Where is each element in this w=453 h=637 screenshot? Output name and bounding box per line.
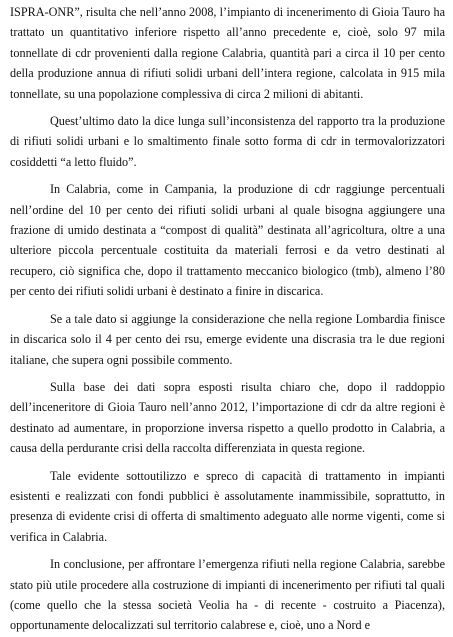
paragraph-4: Se a tale dato si aggiunge la considerazione che nella regione Lombardia finisce in discarica solo il 4 per cento dei rsu, emerge evidente una discrasia tra le due regioni italiane, che supera ogni possibile commento.: [10, 311, 445, 367]
paragraph-2: Quest’ultimo dato la dice lunga sull’inconsistenza del rapporto tra la produzione di rifiuti solidi urbani e lo smaltimento finale sotto forma di cdr in termovalorizzatori cosiddetti “a letto fluido”.: [10, 114, 445, 169]
paragraph-1: ISPRA-ONR”, risulta che nell’anno 2008, l’impianto di incenerimento di Gioia Tauro ha trattato un quantitativo inferiore rispetto all’anno precedente e, cioè, solo 97 mila tonnellate di cdr provenienti dalla regione Calabria, quantità pari a circa il 10 per cento della produzione annua di rifiuti solidi urbani dell’intera regione, calcolata in 915 mila tonnellate, su una popolazione complessiva di circa 2 milioni di abitanti.: [10, 5, 445, 101]
paragraph-5: Sulla base dei dati sopra esposti risulta chiaro che, dopo il raddoppio dell’inceneritore di Gioia Tauro nell’anno 2012, l’importazione di cdr da altre regioni è destinato ad aumentare, in proporzione inversa rispetto a quello prodotto in Calabria, a causa della perdurante crisi della raccolta differenziata in questa regione.: [10, 379, 445, 456]
paragraph-3: In Calabria, come in Campania, la produzione di cdr raggiunge percentuali nell’ordine del 10 per cento dei rifiuti solidi urbani al quale bisogna aggiungere una frazione di umido destinata a “compost di qualità” destinata all’agricoltura, oltre a una ulteriore piccola percentuale costituita da materiali ferrosi e da vetro destinati al recupero, ciò significa che, dopo il trattamento meccanico biologico (tmb), almeno l’80 per cento dei rifiuti solidi urbani è destinato a finire in discarica.: [10, 182, 445, 299]
paragraph-7: In conclusione, per affrontare l’emergenza rifiuti nella regione Calabria, sarebbe stato più utile procedere alla costruzione di impianti di incenerimento per rifiuti tal quali (come quello che la stessa società Veolia ha - di recente - costruito a Piacenza), opportunamente delocalizzati sul territorio calabrese e, cioè, uno a Nord e: [10, 557, 445, 633]
paragraph-6: Tale evidente sottoutilizzo e spreco di capacità di trattamento in impianti esistenti e realizzati con fondi pubblici è assolutamente inammissibile, soprattutto, in presenza di evidente crisi di offerta di smaltimento adeguato alle norme vigenti, come si verifica in Calabria.: [10, 468, 445, 544]
